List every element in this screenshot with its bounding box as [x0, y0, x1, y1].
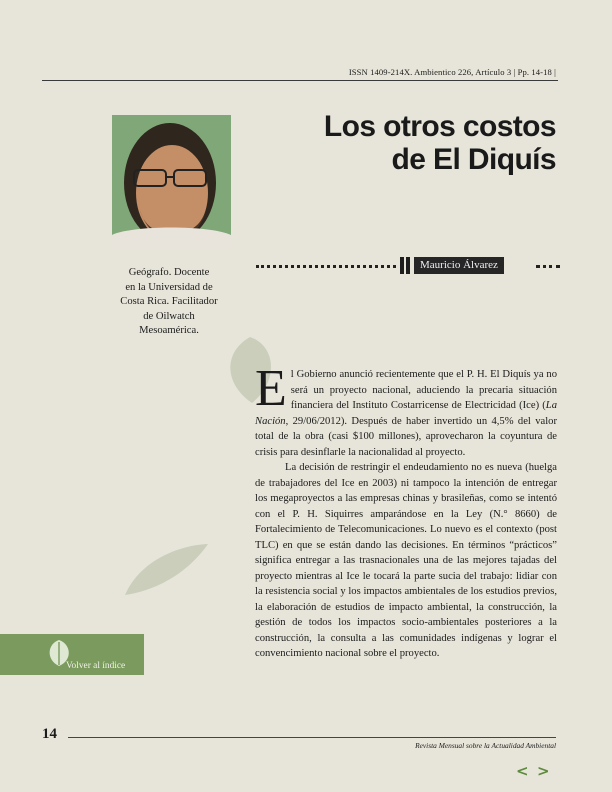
author-photo — [112, 115, 231, 250]
article-title — [324, 110, 556, 176]
previous-page-button[interactable]: < — [516, 762, 529, 780]
bio-line: de Oilwatch — [143, 310, 195, 322]
journal-name: Revista Mensual sobre la Actualidad Ambiental — [415, 741, 556, 750]
byline-bars — [400, 257, 410, 274]
bio-line: Costa Rica. Facilitador — [120, 296, 218, 308]
paragraph-1-text-end: , 29/06/2012). Después de haber invertido un 4,5% del valor total de la obra (casi $100 millones), aprovecharon la coyuntura de crisis para desinflarle la nacionalidad al proyecto. — [255, 415, 557, 458]
footer-divider — [68, 737, 556, 738]
dotted-rule-right — [536, 265, 560, 268]
next-page-button[interactable]: > — [537, 762, 550, 780]
article-body — [255, 360, 557, 662]
back-to-index-label: Volver al índice — [66, 661, 126, 671]
bio-line: Geógrafo. Docente — [128, 267, 210, 278]
newspaper-name: La Nación — [255, 400, 557, 427]
paragraph-2: La decisión de restringir el endeudamiento no es nueva (huelga de trabajadores del Ice en 2003) ni tampoco la intención de entregar los megaproyectos a las empresas chinas y brasileñas, como se intentó con el P. H. Siquirres amparándose en la Ley (N.° 8660) de Fortalecimiento de Telecomunicaciones. Lo nuevo es el contexto (post TLC) en que se están dando las decisiones. En términos “prácticos” significa entregar a las trasnacionales una de las mejores tajadas del proyecto mientras al Ice le tocará la parte sucia del trabajo: lidiar con la resistencia social y los impactos ambientales de los estudios previos, la elaboración de estudios de impacto ambiental, la construcción, la gestión de todos los impactos socio-ambientales posteriores a la construcción, la consulta a las comunidades indígenas y lograr el convencimiento nacional sobre el proyecto. — [255, 462, 557, 659]
paragraph-1-text: l Gobierno anunció recientemente que el P. H. El Diquís ya no será un proyecto nacional, aduciendo la precaria situación financiera del Instituto Costarricense de Electricidad (Ice) ( — [290, 369, 557, 411]
title-line-2: de El Diquís — [391, 143, 556, 176]
header-divider — [42, 80, 558, 81]
dotted-rule-left — [256, 265, 396, 268]
issn-line: ISSN 1409-214X. Ambientico 226, Artículo 3 | Pp. 14-18 | — [348, 67, 556, 77]
author-bio — [108, 266, 230, 339]
title-line-1: Los otros costos — [323, 110, 556, 143]
bio-line: Mesoamérica. — [139, 325, 199, 337]
bio-line: en la Universidad de — [125, 281, 213, 293]
page-number: 14 — [42, 726, 57, 742]
back-to-index-button[interactable] — [0, 634, 144, 675]
author-name: Mauricio Álvarez — [414, 257, 504, 274]
paragraph-1 — [255, 360, 557, 460]
drop-cap: E — [255, 360, 287, 417]
author-byline — [256, 257, 560, 274]
background-leaf-decoration — [120, 540, 210, 600]
